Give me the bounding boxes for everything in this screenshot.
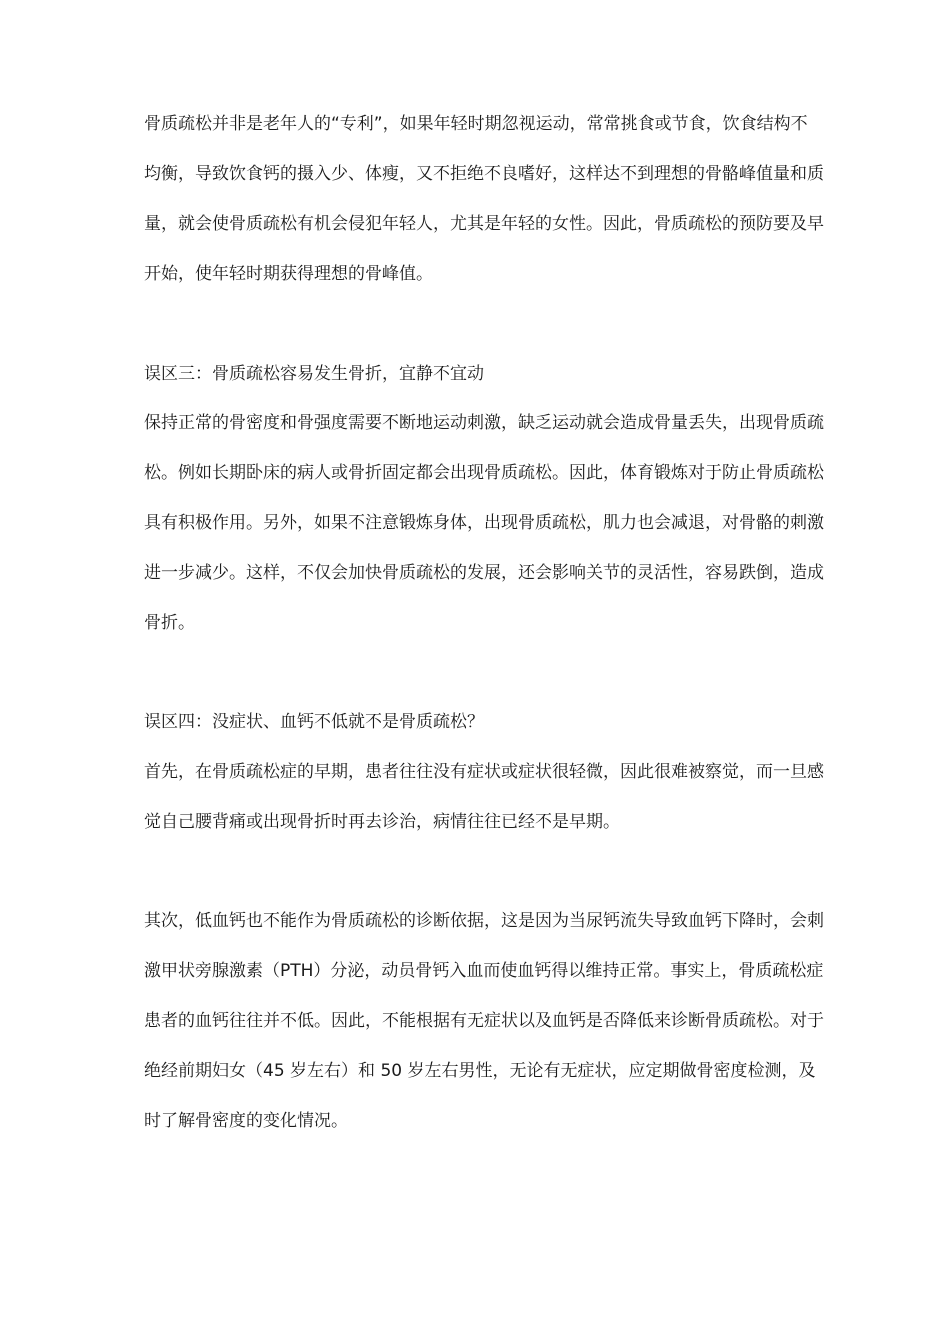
section3-heading: 误区三：骨质疏松容易发生骨折，宜静不宜动 xyxy=(144,364,484,384)
section3-line2: 松。例如长期卧床的病人或骨折固定都会出现骨质疏松。因此，体育锻炼对于防止骨质疏松 xyxy=(144,463,824,483)
para-last-line4: 绝经前期妇女（45 岁左右）和 50 岁左右男性，无论有无症状，应定期做骨密度检测，及 xyxy=(144,1061,816,1081)
para1-line4: 开始，使年轻时期获得理想的骨峰值。 xyxy=(144,264,433,284)
section4-line2: 觉自己腰背痛或出现骨折时再去诊治，病情往往已经不是早期。 xyxy=(144,812,620,832)
para1-line3: 量，就会使骨质疏松有机会侵犯年轻人，尤其是年轻的女性。因此，骨质疏松的预防要及早 xyxy=(144,214,824,234)
para1-line2: 均衡，导致饮食钙的摄入少、体瘦，又不拒绝不良嗜好，这样达不到理想的骨骼峰值量和质 xyxy=(144,164,824,184)
para-last-line3: 患者的血钙往往并不低。因此，不能根据有无症状以及血钙是否降低来诊断骨质疏松。对于 xyxy=(144,1011,824,1031)
section4-heading: 误区四：没症状、血钙不低就不是骨质疏松？ xyxy=(144,712,484,732)
section3-line5: 骨折。 xyxy=(144,613,195,633)
para-last-line2: 激甲状旁腺激素（PTH）分泌，动员骨钙入血而使血钙得以维持正常。事实上，骨质疏松症 xyxy=(144,961,824,981)
section3-line1: 保持正常的骨密度和骨强度需要不断地运动刺激，缺乏运动就会造成骨量丢失，出现骨质疏 xyxy=(144,413,824,433)
para-last-line5: 时了解骨密度的变化情况。 xyxy=(144,1111,348,1131)
section3-line3: 具有积极作用。另外，如果不注意锻炼身体，出现骨质疏松，肌力也会减退，对骨骼的刺激 xyxy=(144,513,824,533)
para1-line1: 骨质疏松并非是老年人的“专利”，如果年轻时期忽视运动，常常挑食或节食，饮食结构不 xyxy=(144,114,808,134)
section3-line4: 进一步减少。这样，不仅会加快骨质疏松的发展，还会影响关节的灵活性，容易跌倒，造成 xyxy=(144,563,824,583)
section4-line1: 首先，在骨质疏松症的早期，患者往往没有症状或症状很轻微，因此很难被察觉，而一旦感 xyxy=(144,762,824,782)
para-last-line1: 其次，低血钙也不能作为骨质疏松的诊断依据，这是因为当尿钙流失导致血钙下降时，会刺 xyxy=(144,911,824,931)
